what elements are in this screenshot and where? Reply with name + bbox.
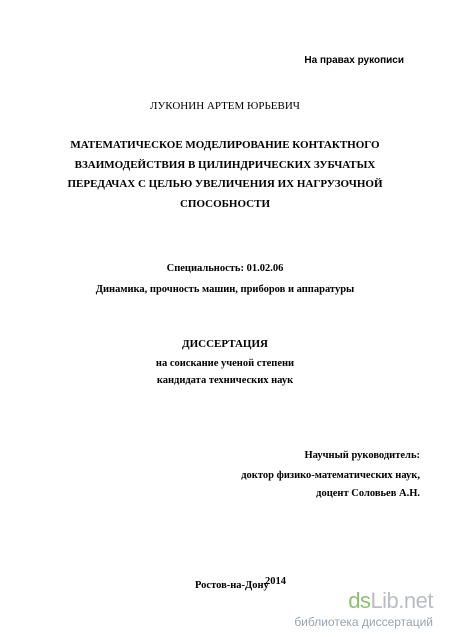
title-line: ПЕРЕДАЧАХ С ЦЕЛЬЮ УВЕЛИЧЕНИЯ ИХ НАГРУЗОЧНОЙ <box>67 178 383 190</box>
degree-line-1: на соискание ученой степени <box>155 358 295 369</box>
title-line: ВЗАИМОДЕЙСТВИЯ В ЦИЛИНДРИЧЕСКИХ ЗУБЧАТЫХ <box>74 158 376 171</box>
title-line: СПОСОБНОСТИ <box>179 197 271 210</box>
degree-line-2: кандидата технических наук <box>156 375 294 386</box>
author-name: ЛУКОНИН АРТЕМ ЮРЬЕВИЧ <box>150 100 300 112</box>
dissertation-heading: ДИССЕРТАЦИЯ <box>182 338 268 350</box>
rights-note: На правах рукописи <box>304 55 404 66</box>
logo-part-gray: Lib.net <box>370 588 433 613</box>
specialty-code: Специальность: 01.02.06 <box>166 263 284 274</box>
dissertation-title <box>0 136 450 214</box>
watermark-logo[interactable] <box>348 588 433 614</box>
year: 2014 <box>265 576 286 587</box>
supervisor-label: Научный руководитель: <box>304 450 420 461</box>
logo-part-green: ds <box>348 588 371 613</box>
city: Ростов-на-Дону <box>195 580 269 591</box>
supervisor-name: доцент Соловьев А.Н. <box>316 488 420 499</box>
watermark[interactable] <box>273 588 443 634</box>
watermark-subtitle: библиотека диссертаций <box>294 615 433 629</box>
title-line: МАТЕМАТИЧЕСКОЕ МОДЕЛИРОВАНИЕ КОНТАКТНОГО <box>70 139 380 151</box>
supervisor-degree: доктор физико-математических наук, <box>241 470 420 481</box>
specialty-name: Динамика, прочность машин, приборов и аппаратуры <box>95 284 355 295</box>
